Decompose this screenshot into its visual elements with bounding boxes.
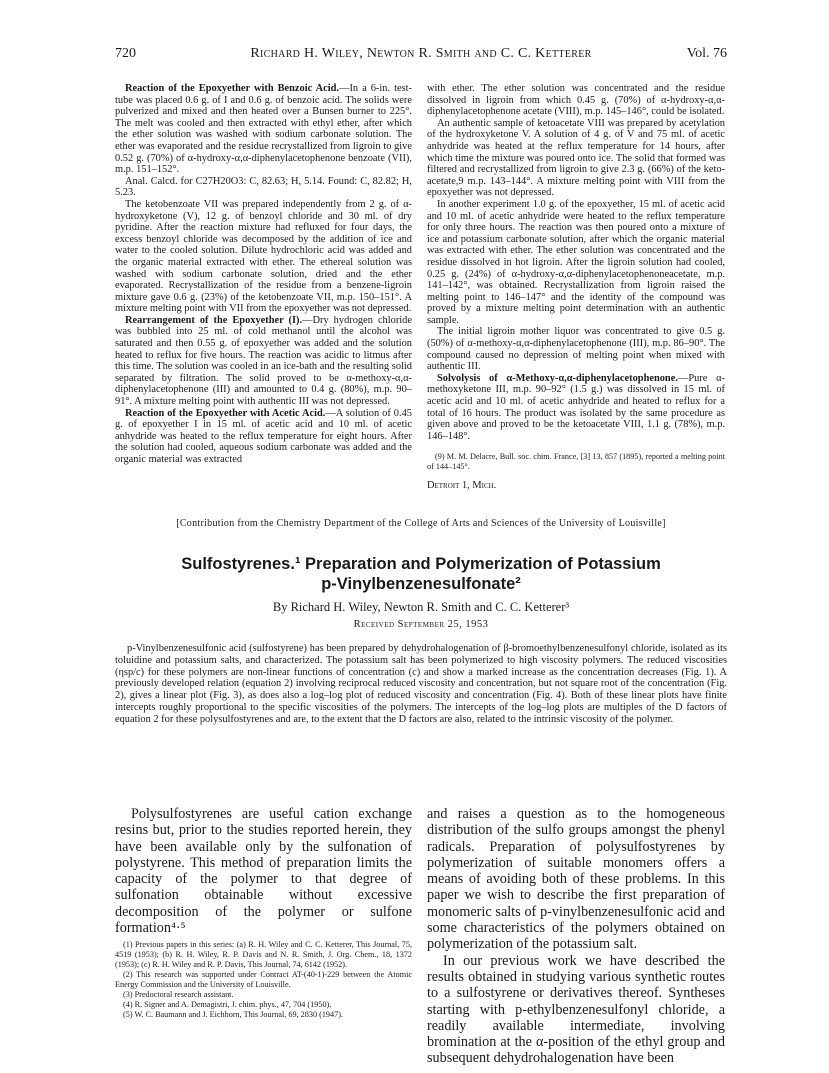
paragraph-solvolysis [427,373,725,443]
paragraph-mother-liquor: The initial ligroin mother liquor was concentrated to give 0.5 g. (50%) of α-methoxy-α,α-diphenylacetophenone (III), m.p. 86–90°. The compound caused no depression of melting point when mixed with authentic III. [427,326,725,373]
footnote-1: (1) Previous papers in this series: (a) R. H. Wiley and C. C. Ketterer, This Journal, 75, 4519 (1953); (b) R. H. Wiley, R. P. Davis and N. R. Smith, J. Org. Chem., 18, 1372 (1953); (c) R. H. Wiley and R. P. Davis, This Journal, 74, 6142 (1952). [115,940,412,970]
section-heading: Solvolysis of α-Methoxy-α,α-diphenylacetophenone. [437,372,678,384]
paragraph-benzoic-acid [115,83,412,176]
paragraph-text: —In a 6-in. test-tube was placed 0.6 g. of I and 0.6 g. of benzoic acid. The solids were pulverized and mixed and then heated over a Bunsen burner to 225°. The melt was cooled and then extracted with ethyl ether, after which the ether solution was washed with sodium carbonate solution. The ether was evaporated and the residue recrystallized from ligroin to give 0.52 g. (70%) of α-hydroxy-α,α-diphenylacetophenone benzoate (VII), m.p. 151–152°. [115,83,412,176]
right-column-top [427,83,725,492]
paragraph-text: —Pure α-methoxyketone III, m.p. 90–92° (1.5 g.) was dissolved in 15 ml. of acetic acid and 10 ml. of acetic anhydride and heated to reflux for a total of 16 hours. The product was isolated by the same procedure as given above and proved to be the ketoacetate VIII, 1.1 g. (78%), m.p. 146–148°. [427,372,725,442]
previous-work-paragraph: In our previous work we have described the results obtained in studying various synthetic routes to a sulfostyrene or derivatives thereof. Syntheses starting with p-ethylbenzenesulfonyl chloride, a readily available intermediate, involving bromination at the α-position of the ethyl group and subsequent dehydrohalogenation have been [427,952,725,1067]
location-line: Detroit 1, Mich. [427,480,497,492]
running-header [115,46,727,66]
paragraph-rearrangement [115,315,412,408]
page-number: 720 [115,46,136,61]
left-column-top [115,83,412,466]
volume-label: Vol. 76 [686,46,727,61]
right-column-bottom [427,806,725,1067]
footnote-3: (3) Predoctoral research assistant. [123,990,234,1000]
article-title-line-2: p-Vinylbenzenesulfonate² [321,575,521,593]
article-title-line-1: Sulfostyrenes.¹ Preparation and Polymerization of Potassium [181,555,661,573]
abstract-text: p-Vinylbenzenesulfonic acid (sulfostyrene) has been prepared by dehydrohalogenation of β-bromoethylbenzenesulfonyl chloride, isolated as its toluidine and potassium salts, and characterized. The potassium salt has been polymerized to high viscosity polymers. The reduced viscosities (ηsp/c) for these polymers are non-linear functions of concentration (c) and show a marked increase as the concentration decreases (Fig. 1). A previously developed relation (equation 2) involving reciprocal reduced viscosity and concentration, but not square root of the concentration (Fig. 2), gives a linear plot (Fig. 3), as does also a log–log plot of reduced viscosity and concentration (Fig. 4). Both of these linear plots have finite intercepts roughly proportional to the specific viscosities of the polymers. The intercepts of the log–log plots are multiples of the D factors of equation 2 for these polysulfostyrenes and are, to the extent that the D factors are also, related to the intrinsic viscosity of the polymer. [115,643,727,725]
contribution-line: [Contribution from the Chemistry Department of the College of Arts and Sciences of the University of Louisville] [176,518,666,529]
footnote-2: (2) This research was supported under Contract AT-(40-1)-229 between the Atomic Energy Commission and the University of Louisville. [115,970,412,990]
byline: By Richard H. Wiley, Newton R. Smith and C. C. Ketterer³ [272,600,570,614]
running-header-authors: Richard H. Wiley, Newton R. Smith and C. C. Ketterer [250,46,592,61]
paragraph-text: —Dry hydrogen chloride was bubbled into 25 ml. of cold methanol until the alcohol was saturated and then 0.55 g. of epoxyether was added and the solution heated to reflux for five hours. The reaction was acidic to litmus after this time. The solution was cooled in an ice-bath and the resulting solid separated by filtration. The solid proved to be α-methoxy-α,α-diphenylacetophenone (III) and amounted to 0.4 g. (80%), m.p. 90–91°. A mixture melting point with authentic III was not depressed. [115,314,412,408]
section-heading: Rearrangement of the Epoxyether (I). [125,314,303,326]
intro-continued: and raises a question as to the homogeneous distribution of the sulfo groups amongst the phenyl radicals. Preparation of polysulfostyrenes by polymerization of suitable monomers offers a means of avoiding both of these problems. In this paper we wish to describe the first preparation of monomeric salts of p-vinylbenzenesulfonic acid and some characteristics of the polymers obtained on polymerization of the potassium salt. [427,806,725,953]
paragraph-acetic-acid [115,408,412,466]
intro-paragraph: Polysulfostyrenes are useful cation exchange resins but, prior to the studies reported herein, they have been available only by the sulfonation of polystyrene. This method of preparation limits the capacity of the polymer to that degree of sulfonation obtainable without excessive decomposition of the polymer or sulfone formation⁴·⁵ [115,806,412,937]
footnote-9: (9) M. M. Delacre, Bull. soc. chim. France, [3] 13, 857 (1895), reported a melting point of 144–145°. [427,452,725,472]
article-title [115,554,727,594]
footnote-5: (5) W. C. Baumann and J. Eichhorn, This Journal, 69, 2830 (1947). [123,1010,343,1020]
section-heading: Reaction of the Epoxyether with Benzoic Acid. [125,83,340,94]
paragraph-text: —A solution of 0.45 g. of epoxyether I in 15 ml. of acetic acid and 10 ml. of acetic anhydride was heated to the reflux temperature for eight hours. After the solution had cooled, aqueous sodium carbonate was added and the organic material was extracted [115,407,412,465]
section-heading: Reaction of the Epoxyether with Acetic Acid. [125,407,326,419]
footnote-4: (4) R. Signer and A. Demagistri, J. chim. phys., 47, 704 (1950). [123,1000,332,1010]
paragraph-continued: with ether. The ether solution was concentrated and the residue dissolved in ligroin from which 0.45 g. (70%) of α-hydroxy-α,α-diphenylacetophenone acetate (VIII), m.p. 145–146°, could be isolated. [427,83,725,118]
paragraph-ketobenzoate: The ketobenzoate VII was prepared independently from 2 g. of α-hydroxyketone (V), 12 g. of benzoyl chloride and 30 ml. of dry pyridine. After the reaction mixture had refluxed for four days, the excess benzoyl chloride was decomposed by the addition of ice and water to the cooled solution. Dilute hydrochloric acid was added and the organic material extracted with ether. The ethereal solution was washed with sodium carbonate solution, dried and the ether evaporated. Recrystallization of the residue from a benzene-ligroin mixture gave 0.6 g. (23%) of the ketobenzoate VII, m.p. 150–151°. A mixture melting point with VII from the epoxyether was not depressed. [115,198,412,315]
left-column-bottom [115,806,412,1020]
received-date: Received September 25, 1953 [353,619,489,630]
paragraph-experiment: In another experiment 1.0 g. of the epoxyether, 15 ml. of acetic acid and 10 ml. of acetic anhydride were heated to the reflux temperature for only three hours. The reaction was then poured onto a mixture of ice and potassium carbonate solution, after which the organic material was extracted with ether. The ether solution was concentrated and the residue dissolved in hot ligroin. After the ligroin solution had cooled, 0.25 g. (24%) of α-hydroxy-α,α-diphenylacetophenoneacetate, m.p. 141–142°, was obtained. Recrystallization from ligroin raised the melting point to 146–147° and the identity of the compound was proved by a mixture melting point determination with an authentic sample. [427,198,725,326]
paragraph-analysis: Anal. Calcd. for C27H20O3: C, 82.63; H, 5.14. Found: C, 82.82; H, 5.23. [115,175,412,199]
paragraph-ketoacetate: An authentic sample of ketoacetate VIII was prepared by acetylation of the hydroxyketone V. A solution of 4 g. of V and 75 ml. of acetic anhydride was heated at the reflux temperature for 14 hours, after which time the mixture was poured onto ice. The solid that formed was filtered and recrystallized from ligroin to give 2.3 g. (66%) of the keto-acetate,9 m.p. 143–144°. A mixture melting point with VIII from the epoxyether was not depressed. [427,117,725,199]
abstract [115,643,727,726]
